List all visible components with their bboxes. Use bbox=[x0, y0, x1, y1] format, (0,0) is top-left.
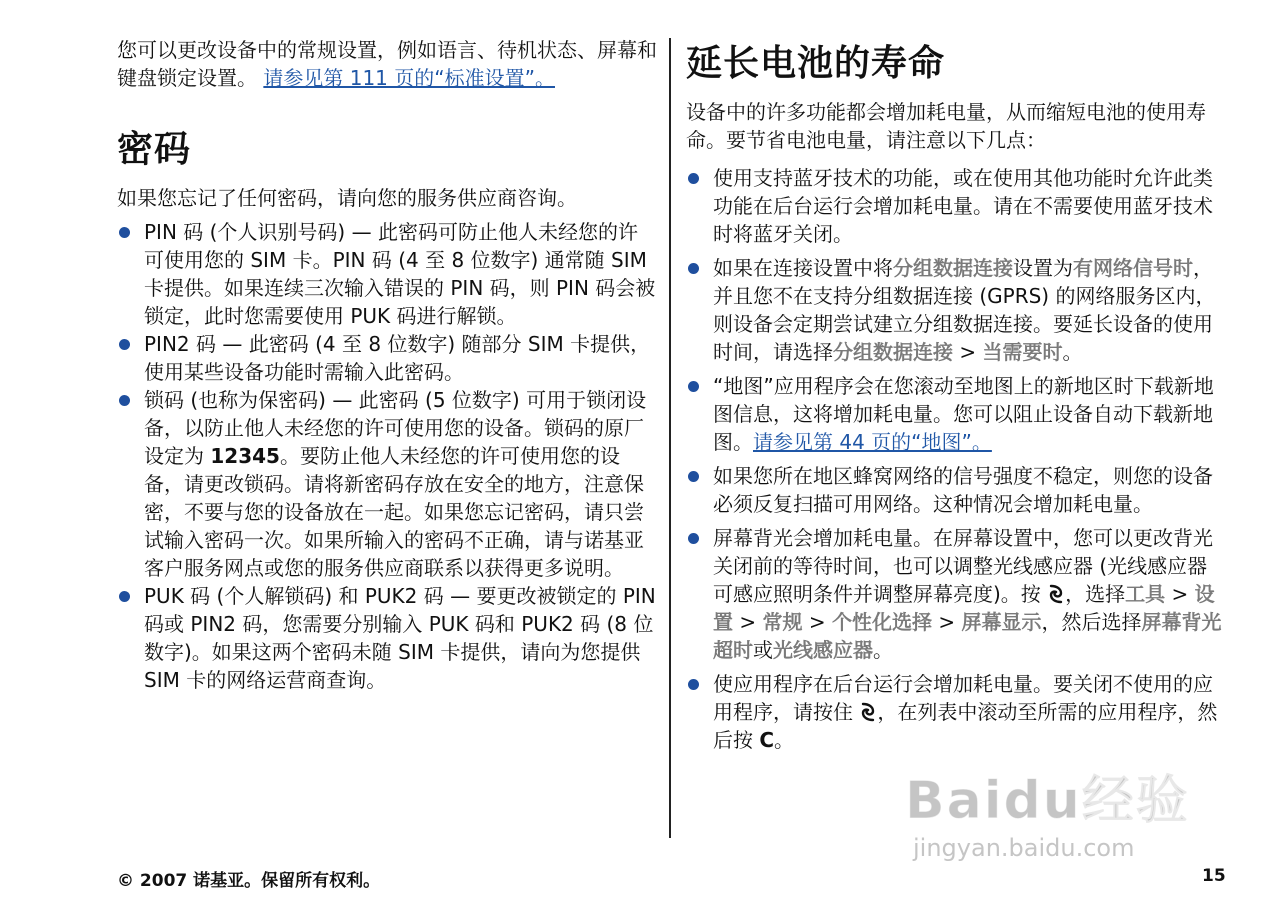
menu-settings: 设置 bbox=[713, 582, 1215, 634]
right-column bbox=[686, 36, 1226, 760]
clear-key-label: C bbox=[759, 728, 775, 752]
backlight-text-1: 屏幕背光会增加耗电量。在屏幕设置中，您可以更改背光关闭前的等待时间，也可以调整光线感应器 (光线感应器可感应照明条件并调整屏幕亮度)。按 bbox=[713, 526, 1213, 606]
menu-sep-3: > bbox=[802, 610, 832, 634]
menu-light-sensor: 光线感应器 bbox=[773, 638, 873, 662]
list-item-maps bbox=[686, 372, 1226, 456]
network-signal-text: 如果您所在地区蜂窝网络的信号强度不稳定，则您的设备必须反复扫描可用网络。这种情况会增加耗电量。 bbox=[713, 464, 1213, 516]
column-divider bbox=[669, 38, 671, 838]
packet-text-4: 。 bbox=[1062, 340, 1083, 364]
watermark-logo-text: Baidu经验 bbox=[905, 771, 1190, 831]
menu-personalisation: 个性化选择 bbox=[831, 610, 932, 634]
bluetooth-text: 使用支持蓝牙技术的功能，或在使用其他功能时允许此类功能在后台运行会增加耗电量。请在不需要使用蓝牙技术时将蓝牙关闭。 bbox=[713, 166, 1213, 246]
backlight-text-5: 。 bbox=[873, 638, 893, 662]
packet-text-2: 设置为 bbox=[1013, 256, 1073, 280]
watermark-url: jingyan.baidu.com bbox=[913, 834, 1135, 862]
baidu-watermark bbox=[905, 770, 1215, 880]
intro-text: 您可以更改设备中的常规设置，例如语言、待机状态、屏幕和键盘锁定设置。 bbox=[117, 38, 657, 90]
packet-text-1: 如果在连接设置中将 bbox=[713, 256, 893, 280]
footer-copyright: © 2007 诺基亚。保留所有权利。 bbox=[117, 871, 381, 891]
background-text-1: 使应用程序在后台运行会增加耗电量。要关闭不使用的应用程序，请按住 bbox=[713, 672, 1213, 724]
list-item-bluetooth bbox=[686, 164, 1226, 248]
pin-text: PIN 码 (个人识别号码) — 此密码可防止他人未经您的许可使用您的 SIM 卡。PIN 码 (4 至 8 位数字) 通常随 SIM 卡提供。如果连续三次输入错误的 PIN 码，则 PIN 码会被锁定，此时您需要使用 PUK 码进行解锁。 bbox=[144, 220, 656, 328]
menu-key-icon bbox=[1047, 583, 1065, 603]
menu-key-icon bbox=[859, 701, 877, 721]
menu-sep-1: > bbox=[1165, 582, 1195, 606]
list-item-pin bbox=[117, 218, 657, 330]
list-item-pin2 bbox=[117, 330, 657, 386]
battery-heading: 延长电池的寿命 bbox=[686, 43, 946, 84]
list-item-packet-data bbox=[686, 254, 1226, 366]
backlight-text-4: 或 bbox=[753, 638, 773, 662]
menu-packet-data-connection-2: 分组数据连接 bbox=[833, 340, 953, 364]
lock-code-text-b: 。要防止他人未经您的许可使用您的设备，请更改锁码。请将新密码存放在安全的地方，注意保密，不要与您的设备放在一起。如果您忘记密码，请只尝试输入密码一次。如果所输入的密码不正确，请与诺基亚客户服务网点或您的服务供应商联系以获得更多说明。 bbox=[144, 444, 644, 580]
menu-display: 屏幕显示 bbox=[961, 610, 1042, 634]
list-item-network-signal bbox=[686, 462, 1226, 518]
list-item-lock-code bbox=[117, 386, 657, 582]
lock-code-default: 12345 bbox=[210, 444, 280, 468]
menu-sep-4: > bbox=[931, 610, 962, 634]
menu-tools: 工具 bbox=[1125, 582, 1166, 606]
menu-general: 常规 bbox=[762, 610, 803, 634]
menu-separator: > bbox=[953, 340, 983, 364]
left-column bbox=[117, 36, 657, 694]
menu-when-available: 有网络信号时 bbox=[1073, 256, 1193, 280]
passwords-lead: 如果您忘记了任何密码，请向您的服务供应商咨询。 bbox=[117, 186, 577, 210]
page-number: 15 bbox=[1202, 866, 1226, 886]
menu-sep-2: > bbox=[733, 610, 763, 634]
list-item-backlight bbox=[686, 524, 1226, 664]
maps-link[interactable]: 请参见第 44 页的“地图”。 bbox=[753, 430, 992, 454]
battery-lead: 设备中的许多功能都会增加耗电量，从而缩短电池的使用寿命。要节省电池电量，请注意以下几点： bbox=[686, 100, 1206, 152]
maps-text: “地图”应用程序会在您滚动至地图上的新地区时下载新地图信息，这将增加耗电量。您可以阻止设备自动下载新地图。 bbox=[713, 374, 1214, 454]
menu-when-needed: 当需要时 bbox=[982, 340, 1063, 364]
list-item-background-apps bbox=[686, 670, 1226, 754]
lock-code-text-a: 锁码 (也称为保密码) — 此密码 (5 位数字) 可用于锁闭设备，以防止他人未经您的许可使用您的设备。锁码的原厂设定为 bbox=[144, 388, 647, 468]
passwords-list bbox=[117, 218, 657, 694]
pin2-text: PIN2 码 — 此密码 (4 至 8 位数字) 随部分 SIM 卡提供，使用某些设备功能时需输入此密码。 bbox=[144, 332, 651, 384]
menu-packet-data-connection: 分组数据连接 bbox=[893, 256, 1013, 280]
background-text-2: ，在列表中滚动至所需的应用程序，然后按 bbox=[713, 700, 1218, 752]
backlight-text-3: ，然后选择 bbox=[1041, 610, 1142, 634]
packet-text-3: ，并且您不在支持分组数据连接 (GPRS) 的网络服务区内，则设备会定期尝试建立分组数据连接。要延长设备的使用时间，请选择 bbox=[713, 256, 1216, 364]
intro-paragraph bbox=[117, 36, 657, 92]
background-text-3: 。 bbox=[774, 728, 795, 752]
backlight-text-2: ，选择 bbox=[1065, 582, 1126, 606]
puk-text: PUK 码 (个人解锁码) 和 PUK2 码 — 要更改被锁定的 PIN 码或 PIN2 码，您需要分别输入 PUK 码和 PUK2 码 (8 位数字)。如果这两个密码未随 SIM 卡提供，请向为您提供 SIM 卡的网络运营商查询。 bbox=[144, 584, 656, 692]
list-item-puk bbox=[117, 582, 657, 694]
menu-light-timeout: 屏幕背光超时 bbox=[713, 610, 1222, 662]
passwords-heading: 密码 bbox=[117, 129, 192, 170]
battery-tips-list bbox=[686, 164, 1226, 754]
standard-settings-link[interactable]: 请参见第 111 页的“标准设置”。 bbox=[263, 66, 555, 90]
